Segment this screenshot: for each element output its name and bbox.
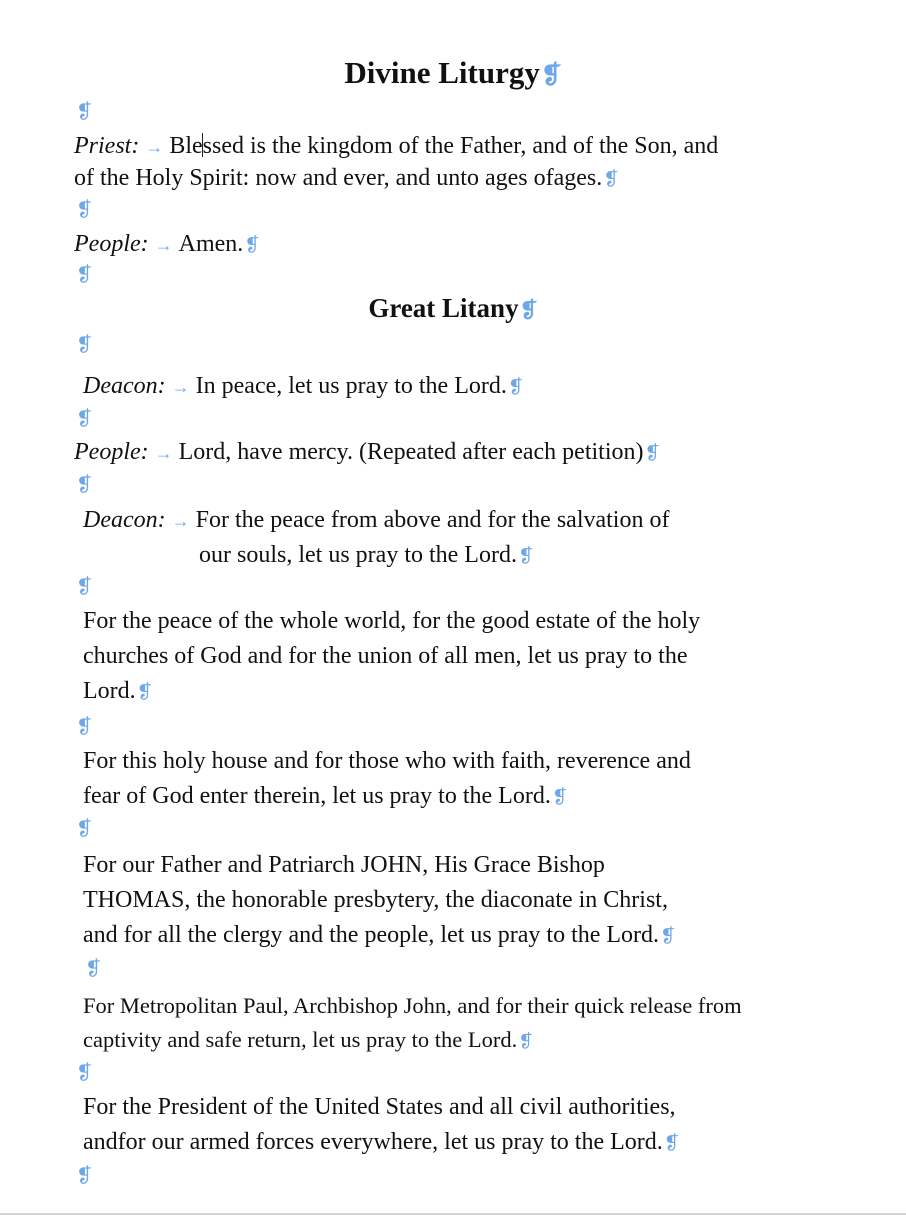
text-line: For the President of the United States and all civil authorities,: [83, 1094, 676, 1120]
section-title: Great Litany❡: [368, 293, 538, 323]
text-line: fear of God enter therein, let us pray to the Lord.: [83, 783, 551, 809]
text-line: andfor our armed forces everywhere, let us pray to the Lord.: [83, 1129, 663, 1155]
document-title: Divine Liturgy❡: [344, 55, 562, 90]
role-label: Deacon:: [83, 373, 166, 399]
paragraph-mark-icon: ❡: [76, 1165, 93, 1187]
text-line: For this holy house and for those who with faith, reverence and: [83, 748, 691, 774]
paragraph-mark-icon: ❡: [76, 576, 93, 598]
paragraph-mark-icon: ❡: [660, 926, 677, 947]
paragraph-mark-icon: ❡: [76, 1062, 93, 1084]
deacon-line-cont[interactable]: our souls, let us pray to the Lord.❡: [199, 542, 535, 568]
people-line[interactable]: People: → Amen.❡: [74, 228, 260, 262]
text-line: churches of God and for the union of all men, let us pray to the: [83, 643, 688, 669]
paragraph-mark-icon: ❡: [76, 818, 93, 840]
paragraph-mark-icon: ❡: [76, 474, 93, 496]
petition-paragraph[interactable]: [83, 604, 843, 710]
priest-text-end: ssed is the kingdom of the Father, and of the Son, and: [202, 133, 719, 159]
page-bottom-edge: [0, 1213, 906, 1215]
paragraph-mark-icon: ❡: [519, 298, 538, 322]
paragraph-mark-icon: ❡: [76, 199, 93, 221]
paragraph-mark-icon: ❡: [518, 1031, 534, 1051]
text-line: For Metropolitan Paul, Archbishop John, and for their quick release from: [83, 993, 742, 1018]
petition-paragraph[interactable]: [83, 1090, 843, 1161]
text-line: Lord.: [83, 678, 136, 704]
role-label: Priest:: [74, 133, 140, 159]
deacon-line[interactable]: Deacon: → In peace, let us pray to the Lord.❡: [83, 370, 524, 404]
tab-arrow-icon: →: [171, 511, 190, 531]
paragraph-mark-icon: ❡: [663, 1133, 680, 1154]
role-label: People:: [74, 439, 149, 465]
tab-arrow-icon: →: [171, 377, 190, 397]
paragraph-mark-icon: ❡: [76, 334, 93, 356]
paragraph-mark-icon: ❡: [244, 235, 261, 256]
petition-paragraph[interactable]: [83, 744, 843, 815]
priest-text-start: Ble: [169, 133, 203, 159]
paragraph-mark-icon: ❡: [540, 62, 562, 89]
paragraph-mark-icon: ❡: [76, 716, 93, 738]
paragraph-mark-icon: ❡: [517, 546, 535, 567]
text-line: For the peace of the whole world, for the good estate of the holy: [83, 608, 701, 634]
paragraph-mark-icon: ❡: [603, 169, 620, 190]
text-line: and for all the clergy and the people, let us pray to the Lord.: [83, 922, 660, 948]
petition-paragraph[interactable]: [83, 989, 843, 1058]
priest-line-cont[interactable]: of the Holy Spirit: now and ever, and unto ages ofages.❡: [74, 165, 620, 191]
people-line[interactable]: People: → Lord, have mercy. (Repeated after each petition)❡: [74, 436, 661, 470]
role-label: People:: [74, 231, 149, 257]
text-line: For our Father and Patriarch JOHN, His Grace Bishop: [83, 852, 605, 878]
text-line: THOMAS, the honorable presbytery, the diaconate in Christ,: [83, 887, 668, 913]
deacon-line[interactable]: Deacon: → For the peace from above and for the salvation of: [83, 504, 669, 537]
paragraph-mark-icon: ❡: [136, 682, 153, 703]
paragraph-mark-icon: ❡: [76, 408, 93, 430]
tab-arrow-icon: →: [145, 137, 164, 157]
tab-arrow-icon: →: [154, 235, 173, 255]
paragraph-mark-icon: ❡: [85, 958, 102, 980]
text-line: captivity and safe return, let us pray to the Lord.: [83, 1027, 518, 1052]
paragraph-mark-icon: ❡: [76, 101, 93, 123]
paragraph-mark-icon: ❡: [644, 443, 661, 464]
paragraph-mark-icon: ❡: [76, 264, 93, 286]
role-label: Deacon:: [83, 507, 166, 533]
paragraph-mark-icon: ❡: [551, 787, 568, 808]
petition-paragraph[interactable]: [83, 848, 843, 954]
tab-arrow-icon: →: [154, 443, 173, 463]
paragraph-mark-icon: ❡: [507, 377, 524, 398]
priest-line[interactable]: [74, 130, 718, 163]
